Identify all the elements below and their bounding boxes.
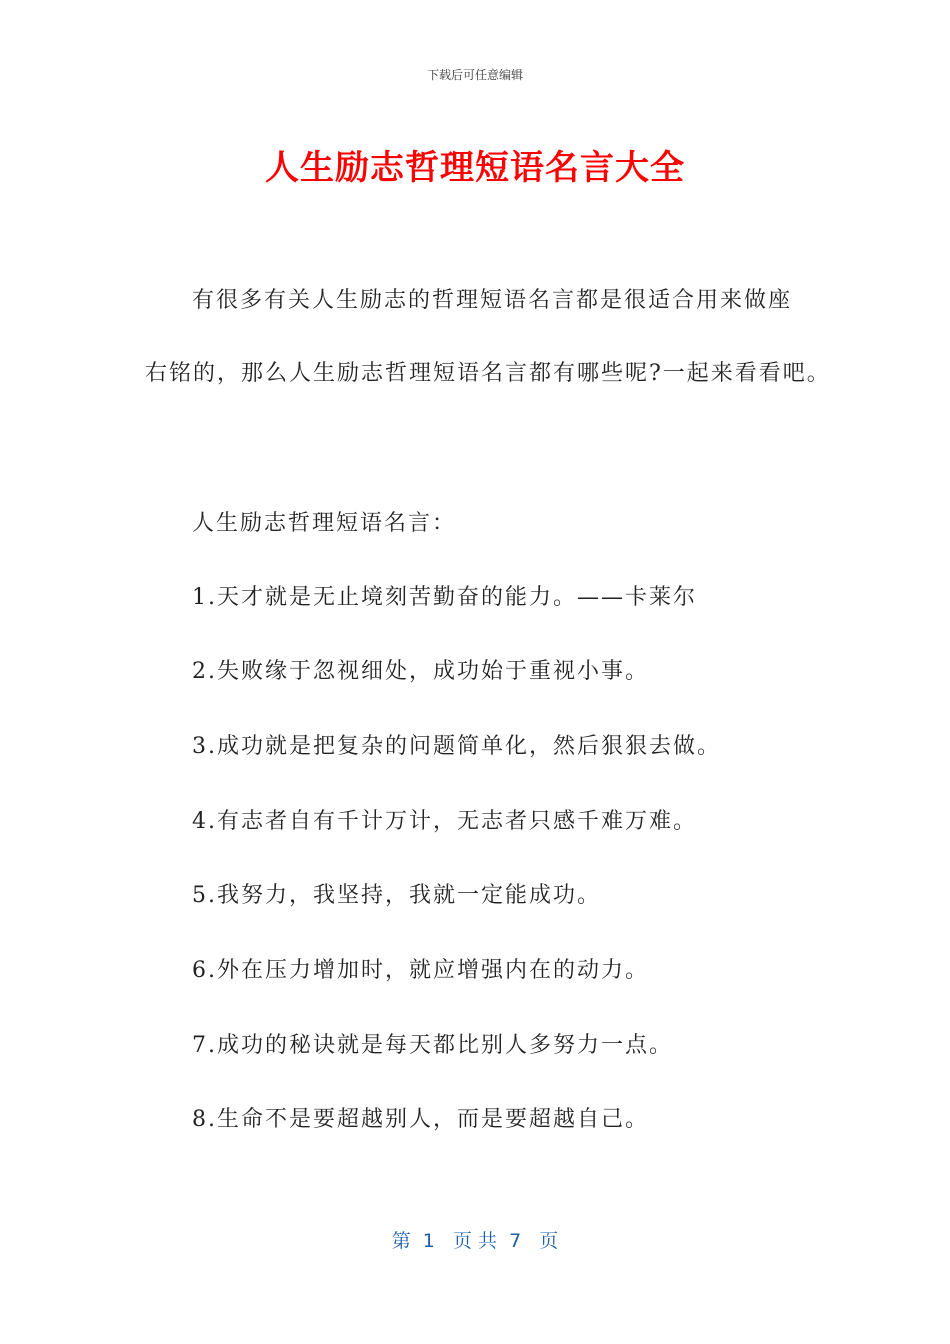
section-heading: 人生励志哲理短语名言： xyxy=(192,511,457,536)
quote-item: 2.失败缘于忽视细处，成功始于重视小事。 xyxy=(192,659,649,684)
page-title: 人生励志哲理短语名言大全 xyxy=(265,148,685,188)
quote-item: 1.天才就是无止境刻苦勤奋的能力。——卡莱尔 xyxy=(192,585,697,610)
quote-item: 4.有志者自有千计万计，无志者只感千难万难。 xyxy=(192,809,697,834)
quote-item: 6.外在压力增加时，就应增强内在的动力。 xyxy=(192,958,649,983)
quote-item: 7.成功的秘诀就是每天都比别人多努力一点。 xyxy=(192,1033,673,1058)
quote-item: 8.生命不是要超越别人，而是要超越自己。 xyxy=(192,1107,649,1132)
intro-line-2: 右铭的，那么人生励志哲理短语名言都有哪些呢?一起来看看吧。 xyxy=(145,361,831,386)
page-footer: 第 1 页 共 7 页 xyxy=(391,1230,559,1252)
quote-item: 3.成功就是把复杂的问题简单化，然后狠狠去做。 xyxy=(192,734,721,759)
quote-item: 5.我努力，我坚持，我就一定能成功。 xyxy=(192,883,601,908)
header-note: 下载后可任意编辑 xyxy=(426,68,523,82)
intro-line-1: 有很多有关人生励志的哲理短语名言都是很适合用来做座 xyxy=(192,288,793,313)
